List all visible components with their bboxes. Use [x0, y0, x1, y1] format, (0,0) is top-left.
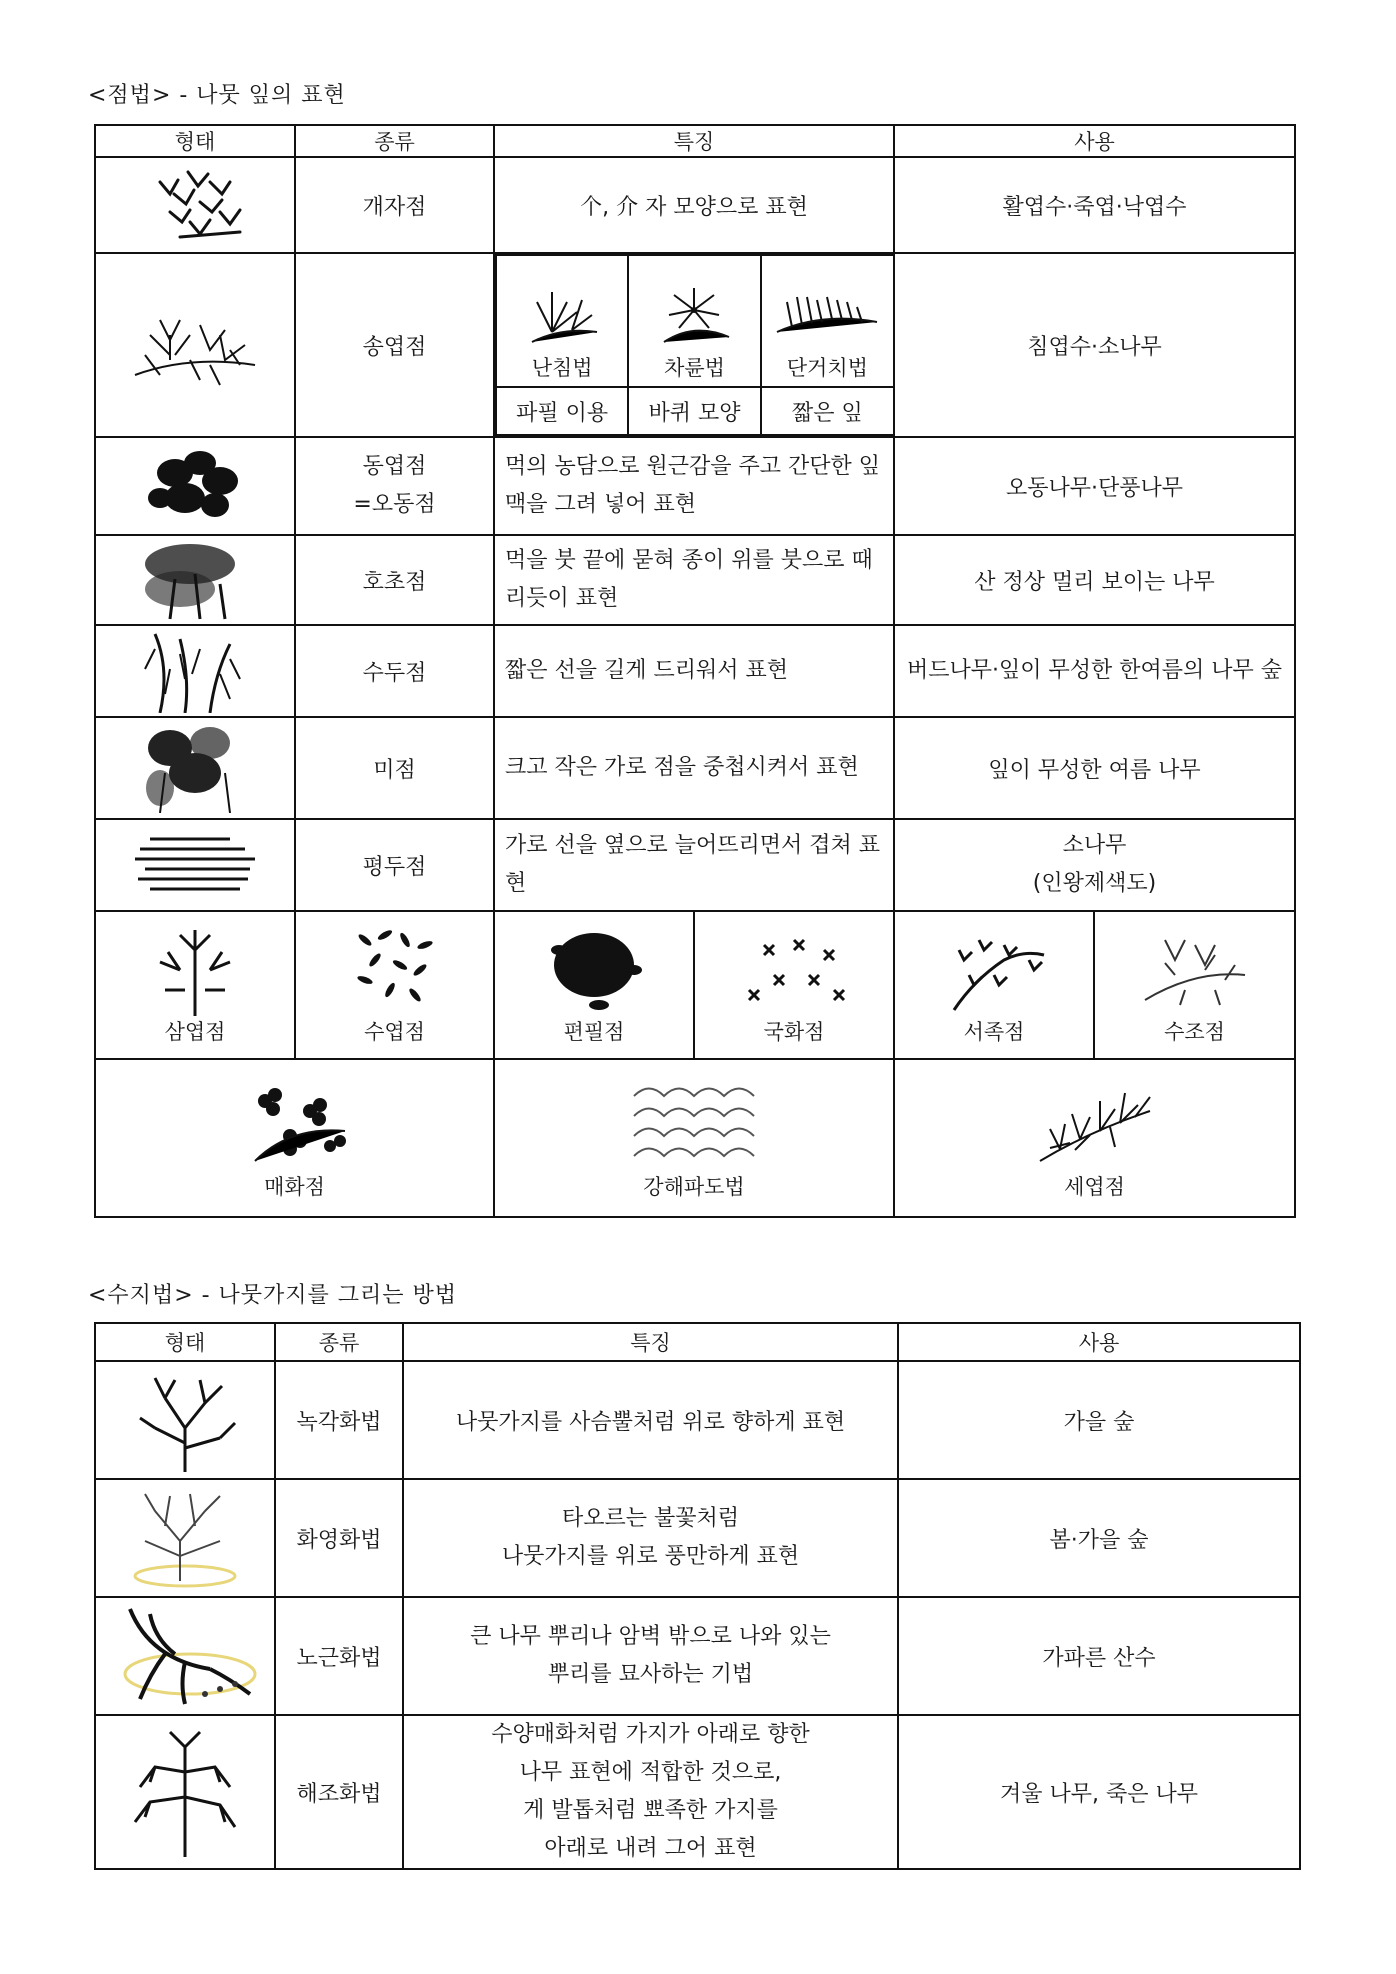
tile-seyeopjeom: 세엽점	[894, 1059, 1295, 1217]
row-hochojeom-feature: 먹을 붓 끝에 묻혀 종이 위를 붓으로 때리듯이 표현	[494, 535, 894, 625]
row-nokgak-feature: 나뭇가지를 사슴뿔처럼 위로 향하게 표현	[403, 1361, 898, 1479]
row-nogeun-use: 가파른 산수	[898, 1597, 1300, 1715]
row-dongyeopjeom-feature: 먹의 농담으로 원근감을 주고 간단한 잎맥을 그려 넣어 표현	[494, 437, 894, 535]
row-nokgak-use: 가을 숲	[898, 1361, 1300, 1479]
seyeopjeom-icon	[1030, 1071, 1160, 1171]
dangeochibeop-icon	[772, 282, 882, 352]
gukhwajeom-icon	[734, 920, 854, 1016]
row-mijeom-feature: 크고 작은 가로 점을 중첩시켜서 표현	[494, 717, 894, 819]
tile-sujojeom: 수조점	[1094, 911, 1295, 1059]
header-type: 종류	[295, 125, 494, 157]
method-nanchimbeop: 난침법	[531, 356, 593, 380]
row-hochojeom-type: 호초점	[295, 535, 494, 625]
seojokjeom-icon	[934, 920, 1054, 1016]
row-pyeongdujeom-feature: 가로 선을 옆으로 늘어뜨리면서 겹쳐 표현	[494, 819, 894, 911]
row-gaejajeom-use: 활엽수·죽엽·낙엽수	[894, 157, 1295, 253]
row-dongyeopjeom-use: 오동나무·단풍나무	[894, 437, 1295, 535]
method-note-2: 바퀴 모양	[628, 387, 760, 435]
s2-header-feature: 특징	[403, 1323, 898, 1361]
sujojeom-icon	[1135, 920, 1255, 1016]
nanchimbeop-icon	[522, 282, 602, 352]
maehwajeom-icon	[235, 1071, 355, 1171]
row-hochojeom-use: 산 정상 멀리 보이는 나무	[894, 535, 1295, 625]
branch-technique-table	[94, 1322, 1301, 1870]
haejohwabeop-illustration	[95, 1715, 275, 1869]
songyeopjeom-illustration	[95, 253, 295, 437]
section2-title: <수지법> - 나뭇가지를 그리는 방법	[88, 1283, 458, 1308]
method-note-1: 파필 이용	[496, 387, 628, 435]
header-use: 사용	[894, 125, 1295, 157]
pyeongdujeom-illustration	[95, 819, 295, 911]
songyeopjeom-methods	[494, 253, 894, 437]
row-pyeongdujeom-use: 소나무 (인왕제색도)	[894, 819, 1295, 911]
tile-gukhwajeom: 국화점	[694, 911, 894, 1059]
mijeom-illustration	[95, 717, 295, 819]
row-mijeom-use: 잎이 무성한 여름 나무	[894, 717, 1295, 819]
charyunbeop-icon	[654, 282, 734, 352]
s2-header-shape: 형태	[95, 1323, 275, 1361]
row-hwayeong-use: 봄·가을 숲	[898, 1479, 1300, 1597]
row-hwayeong-feature: 타오르는 불꽃처럼 나뭇가지를 위로 풍만하게 표현	[403, 1479, 898, 1597]
tile-suyeopjeom: 수엽점	[295, 911, 494, 1059]
row-sudujeom-feature: 짧은 선을 길게 드리워서 표현	[494, 625, 894, 717]
row-pyeongdujeom-type: 평두점	[295, 819, 494, 911]
row-hwayeong-type: 화영화법	[275, 1479, 403, 1597]
leaf-dot-table	[94, 124, 1296, 1218]
header-feature: 특징	[494, 125, 894, 157]
row-nogeun-type: 노근화법	[275, 1597, 403, 1715]
tile-ganghaepadobeop: 강해파도법	[494, 1059, 894, 1217]
nogeunhwabeop-illustration	[95, 1597, 275, 1715]
s2-header-use: 사용	[898, 1323, 1300, 1361]
row-gaejajeom-type: 개자점	[295, 157, 494, 253]
gaejajeom-illustration	[95, 157, 295, 253]
samyeopjeom-icon	[145, 920, 245, 1016]
nokgakhwabeop-illustration	[95, 1361, 275, 1479]
suyeopjeom-icon	[345, 920, 445, 1016]
row-sudujeom-type: 수두점	[295, 625, 494, 717]
tile-seojokjeom: 서족점	[894, 911, 1094, 1059]
row-nokgak-type: 녹각화법	[275, 1361, 403, 1479]
row-gaejajeom-feature: 个, 介 자 모양으로 표현	[494, 157, 894, 253]
row-dongyeopjeom-type: 동엽점 =오동점	[295, 437, 494, 535]
row-nogeun-feature: 큰 나무 뿌리나 암벽 밖으로 나와 있는 뿌리를 묘사하는 기법	[403, 1597, 898, 1715]
tile-maehwajeom: 매화점	[95, 1059, 494, 1217]
row-sudujeom-use: 버드나무·잎이 무성한 한여름의 나무 숲	[894, 625, 1295, 717]
tile-samyeopjeom: 삼엽점	[95, 911, 295, 1059]
row-haejo-use: 겨울 나무, 죽은 나무	[898, 1715, 1300, 1869]
sudujeom-illustration	[95, 625, 295, 717]
row-songyeopjeom-use: 침엽수·소나무	[894, 253, 1295, 437]
row-haejo-type: 해조화법	[275, 1715, 403, 1869]
method-charyunbeop: 차륜법	[664, 356, 725, 380]
s2-header-type: 종류	[275, 1323, 403, 1361]
row-mijeom-type: 미점	[295, 717, 494, 819]
row-songyeopjeom-type: 송엽점	[295, 253, 494, 437]
hwayeonghwabeop-illustration	[95, 1479, 275, 1597]
ganghaepadobeop-icon	[624, 1071, 764, 1171]
method-dangeochibeop: 단거치법	[786, 356, 868, 380]
header-shape: 형태	[95, 125, 295, 157]
method-note-3: 짧은 잎	[761, 387, 893, 435]
pyeonpiljeom-icon	[539, 920, 649, 1016]
row-haejo-feature: 수양매화처럼 가지가 아래로 향한 나무 표현에 적합한 것으로, 게 발톱처럼 뾰족한 가지를 아래로 내려 그어 표현	[403, 1715, 898, 1869]
section1-title: <점법> - 나뭇 잎의 표현	[88, 83, 346, 108]
hochojeom-illustration	[95, 535, 295, 625]
dongyeopjeom-illustration	[95, 437, 295, 535]
tile-pyeonpiljeom: 편필점	[494, 911, 694, 1059]
